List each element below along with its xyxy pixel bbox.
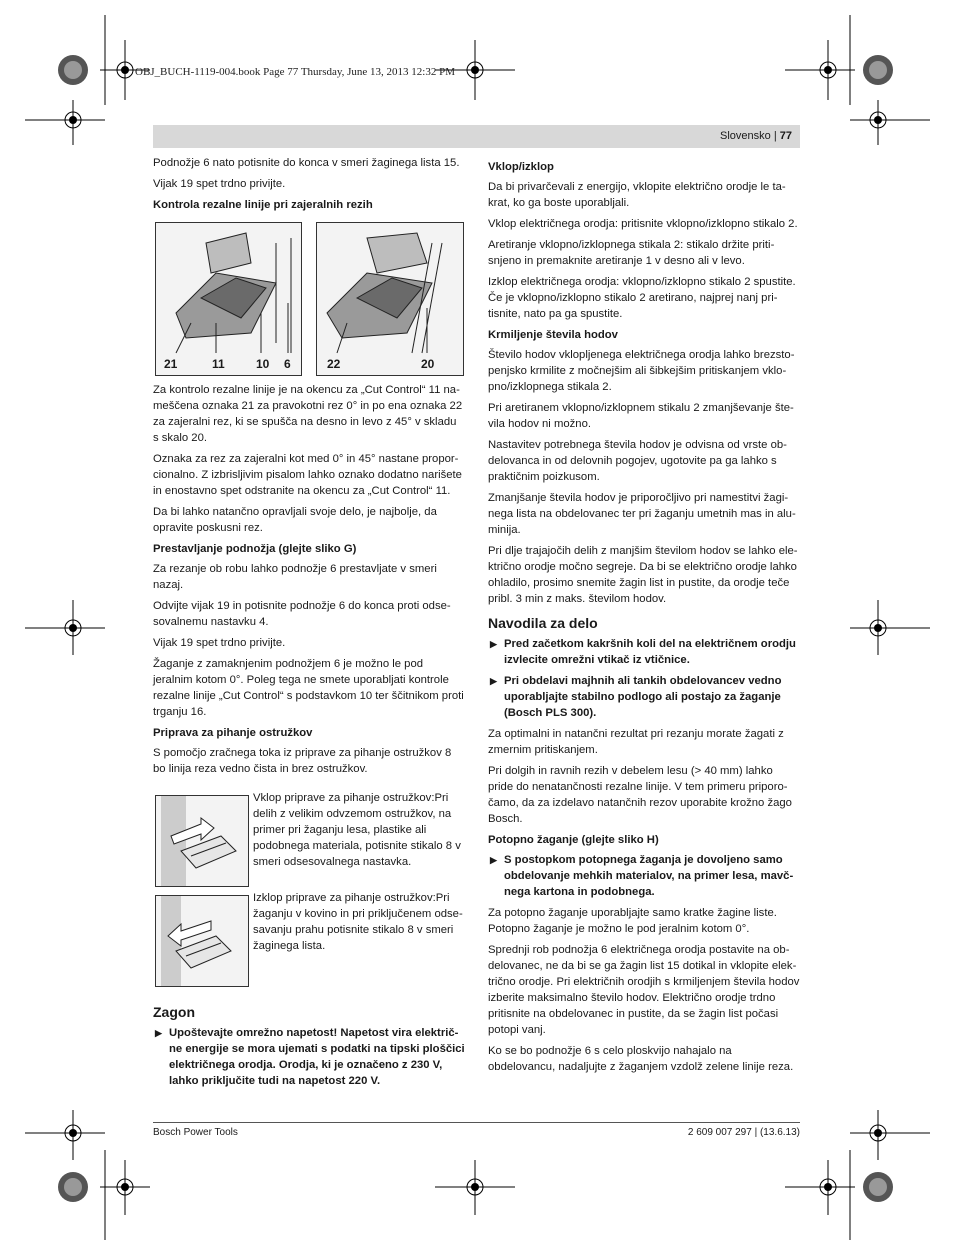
- figure-label: 20: [421, 357, 435, 371]
- figure-cut-control-45deg: [316, 222, 464, 376]
- paragraph: Da bi lahko natančno opravljali svoje delo, je najbolje, da opravite poskusni rez.: [153, 506, 437, 534]
- start-section: [153, 996, 465, 1094]
- right-column: [488, 155, 800, 1080]
- paragraph: Oznaka za rez za zajeralni kot med 0° in 45° nastane proporcionalno. Z izbrisljivim pisalom lahko oznako dodatno narišete in enostavno spet odstranite na okencu za „Cut Control“ 11.: [153, 453, 462, 497]
- paragraph: Izklop električnega orodja: vklopno/izklopno stikalo 2 spustite. Če je vklopno/izklopno stikalo 2 aretirano, najprej nanj pritisnite, nato pa ga spustite.: [488, 276, 796, 320]
- paragraph: Za optimalni in natančni rezultat pri rezanju morate žagati z zmernim pritiskanjem.: [488, 728, 784, 756]
- left-column: [153, 155, 465, 217]
- paragraph: Vijak 19 spet trdno privijte.: [153, 637, 286, 649]
- paragraph: Izklop priprave za pihanje ostružkov:Pri žaganju v kovino in pri priključenem odsesavanju prahu potisnite stikalo 8 v smeri žaginega lista.: [253, 892, 463, 952]
- footer-brand: Bosch Power Tools: [153, 1127, 238, 1138]
- language-label: Slovensko: [720, 130, 771, 142]
- figure-cut-control-0deg: [155, 222, 302, 376]
- triangle-bullet-icon: ▶: [155, 1028, 162, 1038]
- figure-blower-off: [155, 895, 249, 987]
- section-heading: Zagon: [153, 1004, 195, 1020]
- page-number: 77: [779, 130, 792, 142]
- paragraph: Sprednji rob podnožja 6 električnega orodja postavite na obdelovanec, ne da bi se ga žagin list 15 dotikal in vklopite električno orodje. Pri električnih orodjih s krmiljenjem števila hodov izberite maksimalno število hodov. Električno orodje trdno pritisnite na obdelovanec in pustite, da se žagin list počasi potopi vanj.: [488, 944, 800, 1036]
- paragraph: Podnožje 6 nato potisnite do konca v smeri žaginega lista 15.: [153, 157, 460, 169]
- triangle-bullet-icon: ▶: [490, 639, 497, 649]
- warning-bullet: ▶ Pri obdelavi majhnih ali tankih obdelovancev vedno uporabljajte stabilno podlogo ali postajo za žaganje (Bosch PLS 300).: [490, 675, 782, 719]
- footer-rule: [153, 1122, 800, 1123]
- section-heading: Vklop/izklop: [488, 161, 554, 173]
- warning-bullet: ▶ Upoštevajte omrežno napetost! Napetost vira električne energije se mora ujemati s podatki na tipski ploščici električnega orodja. Orodja, ki je označeno z 230 V, lahko priključite tudi na napetost 220 V.: [155, 1027, 465, 1087]
- warning-bullet: ▶ S postopkom potopnega žaganja je dovoljeno samo obdelovanje mehkih materialov, na primer lesa, mavčnega kartona in podobnega.: [490, 854, 794, 898]
- blower-on-text: [253, 790, 465, 875]
- paragraph: Vklop električnega orodja: pritisnite vklopno/izklopno stikalo 2.: [488, 218, 798, 230]
- paragraph: Vijak 19 spet trdno privijte.: [153, 178, 286, 190]
- figure-label: 10: [256, 357, 270, 371]
- section-heading: Kontrola rezalne linije pri zajeralnih rezih: [153, 199, 373, 211]
- paragraph: Za kontrolo rezalne linije je na okencu za „Cut Control“ 11 nameščena oznaka 21 za pravokotni rez 0° in po ena oznaka 22 za zajeralni rez, ki se spušča na desno in levo z 45° v skladu s skalo 20.: [153, 384, 463, 444]
- paragraph: Za potopno žaganje uporabljajte samo kratke žagine liste. Potopno žaganje je možno le pod jeralnim kotom 0°.: [488, 907, 777, 935]
- figure-label: 21: [164, 357, 178, 371]
- paragraph: Žaganje z zamaknjenim podnožjem 6 je možno le pod jeralnim kotom 0°. Poleg tega ne smete uporabljati kontrole rezalne linije „Cut Control“ s podstavkom 10 ter ščitnikom proti trganju 16.: [153, 658, 464, 718]
- jigsaw-foot-illustration: [317, 223, 463, 375]
- triangle-bullet-icon: ▶: [490, 676, 497, 686]
- paragraph: Nastavitev potrebnega števila hodov je odvisna od vrste obdelovanca in od delovnih pogojev, ugotovite pa ga lahko s praktičnim poizkusom.: [488, 439, 787, 483]
- paragraph: Ko se bo podnožje 6 s celo ploskvijo nahajalo na obdelovancu, nadaljujte z žaganjem vzdolž zelene linije reza.: [488, 1045, 794, 1073]
- paragraph: Vklop priprave za pihanje ostružkov:Pri delih z velikim odvzemom ostružkov, na primer pri žaganju lesa, plastike ali podobnega materiala, potisnite stikalo 8 v smeri odsesovalnega nastavka.: [253, 792, 461, 868]
- paragraph: S pomočjo zračnega toka iz priprave za pihanje ostružkov 8 bo linija reza vedno čista in brez ostružkov.: [153, 747, 452, 775]
- paragraph: Število hodov vklopljenega električnega orodja lahko brezstopenjsko krmilite z močnejšim ali šibkejšim pritiskanjem vklopno/izklopnega stikala 2.: [488, 349, 795, 393]
- figure-label: 22: [327, 357, 341, 371]
- section-heading: Navodila za delo: [488, 615, 598, 631]
- triangle-bullet-icon: ▶: [490, 855, 497, 865]
- section-heading: Potopno žaganje (glejte sliko H): [488, 834, 659, 846]
- blower-switch-illustration: [156, 796, 248, 886]
- paragraph: Aretiranje vklopno/izklopnega stikala 2: stikalo držite pritisnjeno in premaknite aretiranje 1 v desno ali v levo.: [488, 239, 775, 267]
- paragraph: Odvijte vijak 19 in potisnite podnožje 6 do konca proti odsesovalnemu nastavku 4.: [153, 600, 451, 628]
- print-info: OBJ_BUCH-1119-004.book Page 77 Thursday, June 13, 2013 12:32 PM: [135, 66, 456, 78]
- paragraph: Pri dlje trajajočih delih z manjšim številom hodov se lahko električno orodje močno segreje. Da bi se električno orodje lahko ohladilo, prosimo snemite žagin list in pustite, da orodje teče pribl. 3 min z maks. številom hodov.: [488, 545, 798, 605]
- header-language-page: Slovensko | 77: [720, 130, 792, 142]
- jigsaw-foot-illustration: [156, 223, 301, 375]
- paragraph: Zmanjšanje števila hodov je priporočljivo pri namestitvi žaginega lista na obdelovanec ter pri žaganju umetnih mas in aluminija.: [488, 492, 796, 536]
- section-heading: Prestavljanje podnožja (glejte sliko G): [153, 543, 357, 555]
- paragraph: Za rezanje ob robu lahko podnožje 6 prestavljate v smeri nazaj.: [153, 563, 437, 591]
- blower-switch-illustration: [156, 896, 248, 986]
- paragraph: Pri dolgih in ravnih rezih v debelem lesu (> 40 mm) lahko pride do nenatančnosti rezalne linije. V tem primeru priporočamo, da za izdelavo natančnih rezov uporabite krožno žago Bosch.: [488, 765, 792, 825]
- warning-bullet: ▶ Pred začetkom kakršnih koli del na električnem orodju izvlecite omrežni vtikač iz vtičnice.: [490, 638, 796, 666]
- page-header: [153, 125, 800, 148]
- paragraph: Da bi privarčevali z energijo, vklopite električno orodje le takrat, ko ga boste uporabljali.: [488, 181, 786, 209]
- footer-doc-number: 2 609 007 297 | (13.6.13): [687, 1127, 800, 1138]
- blower-off-text: [253, 890, 465, 959]
- section-heading: Krmiljenje števila hodov: [488, 329, 618, 341]
- left-column-continued: [153, 382, 465, 782]
- figure-blower-on: [155, 795, 249, 887]
- figure-label: 11: [212, 357, 225, 371]
- paragraph: Pri aretiranem vklopno/izklopnem stikalu 2 zmanjševanje števila hodov ni možno.: [488, 402, 794, 430]
- figure-label: 6: [284, 357, 291, 371]
- section-heading: Priprava za pihanje ostružkov: [153, 727, 313, 739]
